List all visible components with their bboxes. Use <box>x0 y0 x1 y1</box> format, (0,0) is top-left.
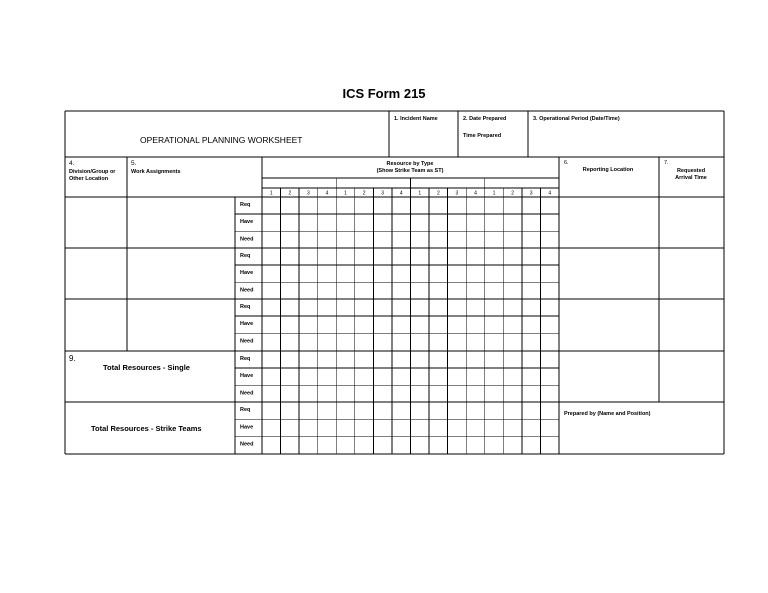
row-label-req: Req <box>240 304 251 310</box>
arrival-number: 7. <box>664 160 669 166</box>
resource-type-number: 1 <box>418 190 422 197</box>
division-label-line2: Other Location <box>69 176 109 182</box>
operational-period-label: 3. Operational Period (Date/Time) <box>533 116 620 122</box>
resource-type-number: 1 <box>269 190 273 197</box>
prepared-by-label: Prepared by (Name and Position) <box>564 411 651 417</box>
resource-type-number: 3 <box>307 190 310 197</box>
resource-type-number: 3 <box>455 190 459 197</box>
row-label-have: Have <box>240 321 254 328</box>
total-resources-strike-label: Total Resources - Strike Teams <box>91 424 202 433</box>
division-label-line1: Division/Group or <box>69 169 116 175</box>
row-label-need: Need <box>240 441 254 448</box>
resource-type-number: 1 <box>492 190 496 197</box>
row-label-need: Need <box>240 338 254 345</box>
row-label-req: Req <box>240 202 251 208</box>
resource-type-number: 4 <box>325 190 329 197</box>
resource-type-number: 3 <box>381 190 385 197</box>
row-label-req: Req <box>240 407 251 413</box>
resource-type-number: 3 <box>529 190 533 197</box>
requested-label: Requested <box>676 168 706 174</box>
reporting-number: 6. <box>564 160 569 166</box>
row-label-req: Req <box>240 356 251 362</box>
row-label-have: Have <box>240 373 254 380</box>
resource-type-number: 2 <box>362 190 366 197</box>
arrival-time-label: Arrival Time <box>675 175 707 181</box>
row-label-have: Have <box>240 270 254 277</box>
resource-type-number: 4 <box>548 190 552 197</box>
totals-number: 9. <box>69 354 76 363</box>
total-resources-single-label: Total Resources - Single <box>103 363 190 372</box>
resource-type-label-line2: (Show Strike Team as ST) <box>376 168 444 174</box>
row-label-have: Have <box>240 219 254 226</box>
row-label-need: Need <box>240 390 254 397</box>
resource-type-number: 4 <box>399 190 403 197</box>
resource-type-label-line1: Resource by Type <box>386 161 434 167</box>
work-assignments-label: Work Assignments <box>131 169 181 175</box>
resource-type-number: 4 <box>474 190 477 197</box>
reporting-location-label: Reporting Location <box>582 167 634 173</box>
form-title: ICS Form 215 <box>342 86 426 101</box>
row-label-have: Have <box>240 424 254 431</box>
resource-type-number: 1 <box>344 190 347 197</box>
row-label-req: Req <box>240 253 251 259</box>
resource-type-number: 2 <box>511 190 514 197</box>
time-prepared-label: Time Prepared <box>463 133 502 139</box>
row-label-need: Need <box>240 287 254 294</box>
division-number: 4. <box>69 160 75 167</box>
row-label-need: Need <box>240 236 254 243</box>
incident-name-label: 1. Incident Name <box>394 116 438 122</box>
resource-type-number: 2 <box>288 190 292 197</box>
date-prepared-label: 2. Date Prepared <box>463 116 507 122</box>
worksheet-title: OPERATIONAL PLANNING WORKSHEET <box>140 135 303 145</box>
work-number: 5. <box>131 160 137 167</box>
resource-type-number: 2 <box>436 190 440 197</box>
